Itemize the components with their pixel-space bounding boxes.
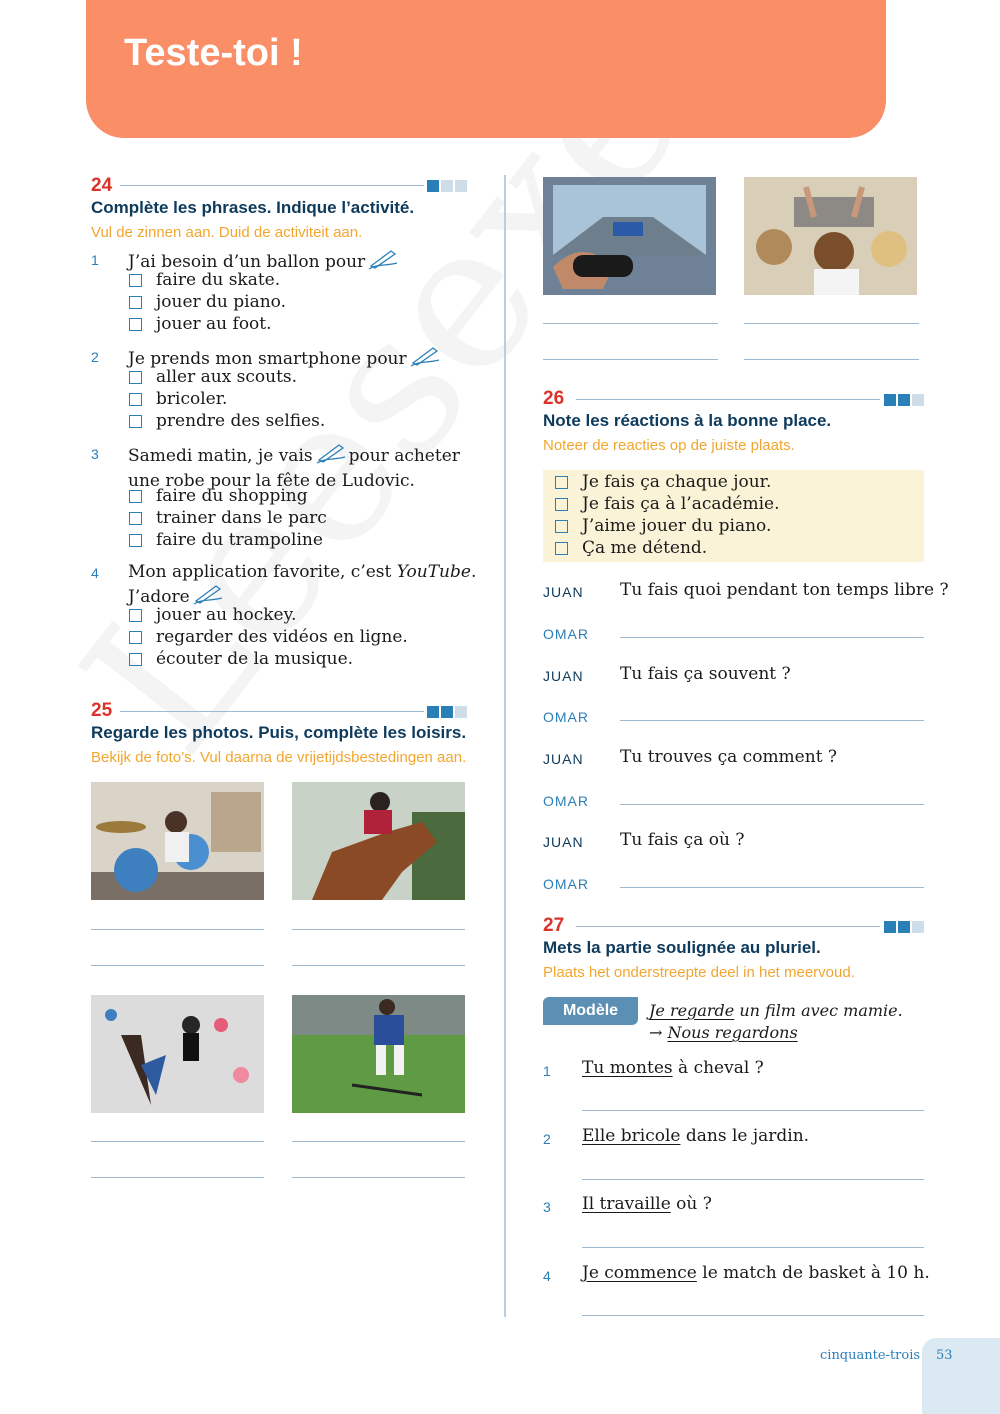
option-checkbox[interactable]: faire du skate.	[129, 270, 280, 290]
sentence: Elle bricole dans le jardin.	[582, 1126, 810, 1146]
exercise-24-rule	[120, 185, 424, 186]
write-line[interactable]	[91, 929, 264, 930]
climbing-wall-photo	[91, 995, 264, 1113]
exercise-25-subtitle: Bekijk de foto’s. Vul daarna de vrijetijdsbestedingen aan.	[91, 749, 467, 766]
speaker-omar: OMAR	[543, 876, 589, 892]
answer-line[interactable]	[582, 1110, 924, 1111]
page-title: Teste-toi !	[124, 32, 303, 74]
checkbox[interactable]	[129, 371, 142, 384]
speaker-juan: JUAN	[543, 751, 584, 767]
answer-line[interactable]	[620, 720, 924, 721]
question-number: 3	[91, 446, 99, 462]
pencil-icon	[367, 248, 399, 276]
reaction-checkbox[interactable]: Je fais ça chaque jour.	[555, 472, 771, 492]
difficulty-level	[884, 921, 924, 933]
option-checkbox[interactable]: prendre des selfies.	[129, 411, 325, 431]
write-line[interactable]	[292, 1177, 465, 1178]
exercise-27-rule	[576, 926, 880, 927]
answer-line[interactable]	[582, 1315, 924, 1316]
checkbox[interactable]	[555, 520, 568, 533]
exercise-27-subtitle: Plaats het onderstreepte deel in het meervoud.	[543, 964, 855, 981]
page-number-word: cinquante-trois	[820, 1348, 921, 1363]
difficulty-level	[427, 180, 467, 192]
concert-photo	[744, 177, 917, 295]
speaker-juan: JUAN	[543, 584, 584, 600]
checkbox[interactable]	[129, 490, 142, 503]
exercise-26-number: 26	[543, 388, 565, 409]
modele-badge: Modèle	[543, 997, 638, 1025]
drums-photo	[91, 782, 264, 900]
question-number: 2	[91, 349, 99, 365]
checkbox[interactable]	[555, 498, 568, 511]
exercise-26-rule	[576, 399, 880, 400]
checkbox[interactable]	[555, 542, 568, 555]
modele-answer: → Nous regardons	[649, 1023, 798, 1042]
checkbox[interactable]	[129, 512, 142, 525]
question-text: Samedi matin, je vais pour acheter une robe pour la fête de Ludovic.	[128, 442, 460, 492]
modele-sentence: Je regarde un film avec mamie.	[649, 1001, 903, 1020]
exercise-25-rule	[120, 711, 424, 712]
horse-riding-photo	[292, 782, 465, 900]
checkbox[interactable]	[555, 476, 568, 489]
checkbox[interactable]	[129, 534, 142, 547]
dialogue-line: Tu fais quoi pendant ton temps libre ?	[620, 580, 949, 600]
dialogue-line: Tu trouves ça comment ?	[620, 747, 838, 767]
option-checkbox[interactable]: bricoler.	[129, 389, 227, 409]
checkbox[interactable]	[129, 609, 142, 622]
option-checkbox[interactable]: trainer dans le parc	[129, 508, 327, 528]
reaction-checkbox[interactable]: Ça me détend.	[555, 538, 707, 558]
write-line[interactable]	[292, 1141, 465, 1142]
exercise-24-title: Complète les phrases. Indique l’activité.	[91, 198, 415, 217]
option-checkbox[interactable]: jouer du piano.	[129, 292, 286, 312]
option-checkbox[interactable]: aller aux scouts.	[129, 367, 297, 387]
write-line[interactable]	[543, 323, 718, 324]
speaker-juan: JUAN	[543, 834, 584, 850]
answer-line[interactable]	[620, 887, 924, 888]
checkbox[interactable]	[129, 415, 142, 428]
exercise-25-title: Regarde les photos. Puis, complète les loisirs.	[91, 723, 467, 742]
speaker-juan: JUAN	[543, 668, 584, 684]
column-divider	[504, 175, 506, 1317]
checkbox[interactable]	[129, 274, 142, 287]
exercise-27-title: Mets la partie soulignée au pluriel.	[543, 938, 821, 957]
write-line[interactable]	[91, 965, 264, 966]
exercise-25-number: 25	[91, 700, 113, 721]
reaction-checkbox[interactable]: Je fais ça à l’académie.	[555, 494, 779, 514]
page-number-tab	[922, 1338, 1000, 1414]
write-line[interactable]	[543, 359, 718, 360]
difficulty-level	[884, 394, 924, 406]
video-game-photo	[543, 177, 716, 295]
write-line[interactable]	[744, 323, 919, 324]
dialogue-line: Tu fais ça souvent ?	[620, 664, 791, 684]
option-checkbox[interactable]: jouer au foot.	[129, 314, 272, 334]
pencil-icon	[409, 345, 441, 373]
answer-line[interactable]	[620, 637, 924, 638]
reaction-checkbox[interactable]: J’aime jouer du piano.	[555, 516, 771, 536]
exercise-27-number: 27	[543, 915, 565, 936]
page-number: 53	[936, 1348, 953, 1363]
pencil-icon	[315, 442, 347, 470]
option-checkbox[interactable]: écouter de la musique.	[129, 649, 353, 669]
question-number: 1	[543, 1063, 551, 1079]
sentence: Tu montes à cheval ?	[582, 1058, 764, 1078]
speaker-omar: OMAR	[543, 709, 589, 725]
exercise-24-subtitle: Vul de zinnen aan. Duid de activiteit aan.	[91, 224, 363, 241]
question-text: Mon application favorite, c’est YouTube. J’adore	[128, 561, 476, 611]
difficulty-level	[427, 706, 467, 718]
checkbox[interactable]	[129, 393, 142, 406]
question-number: 2	[543, 1131, 551, 1147]
write-line[interactable]	[91, 1177, 264, 1178]
question-number: 1	[91, 252, 99, 268]
sentence: Je commence le match de basket à 10 h.	[582, 1263, 930, 1283]
checkbox[interactable]	[129, 653, 142, 666]
speaker-omar: OMAR	[543, 626, 589, 642]
field-hockey-photo	[292, 995, 465, 1113]
exercise-26-subtitle: Noteer de reacties op de juiste plaats.	[543, 437, 795, 454]
write-line[interactable]	[292, 965, 465, 966]
write-line[interactable]	[744, 359, 919, 360]
answer-line[interactable]	[582, 1179, 924, 1180]
checkbox[interactable]	[129, 296, 142, 309]
checkbox[interactable]	[129, 318, 142, 331]
option-checkbox[interactable]: faire du shopping	[129, 486, 308, 506]
exercise-24-number: 24	[91, 175, 113, 196]
dialogue-line: Tu fais ça où ?	[620, 830, 745, 850]
answer-line[interactable]	[582, 1247, 924, 1248]
option-checkbox[interactable]: regarder des vidéos en ligne.	[129, 627, 408, 647]
option-checkbox[interactable]: jouer au hockey.	[129, 605, 296, 625]
speaker-omar: OMAR	[543, 793, 589, 809]
question-number: 3	[543, 1199, 551, 1215]
write-line[interactable]	[292, 929, 465, 930]
answer-line[interactable]	[620, 804, 924, 805]
question-text: Je prends mon smartphone pour	[128, 345, 443, 373]
exercise-26-title: Note les réactions à la bonne place.	[543, 411, 832, 430]
sentence: Il travaille où ?	[582, 1194, 712, 1214]
checkbox[interactable]	[129, 631, 142, 644]
question-number: 4	[543, 1268, 551, 1284]
question-number: 4	[91, 565, 99, 581]
question-text: J’ai besoin d’un ballon pour	[128, 248, 401, 276]
write-line[interactable]	[91, 1141, 264, 1142]
option-checkbox[interactable]: faire du trampoline	[129, 530, 323, 550]
